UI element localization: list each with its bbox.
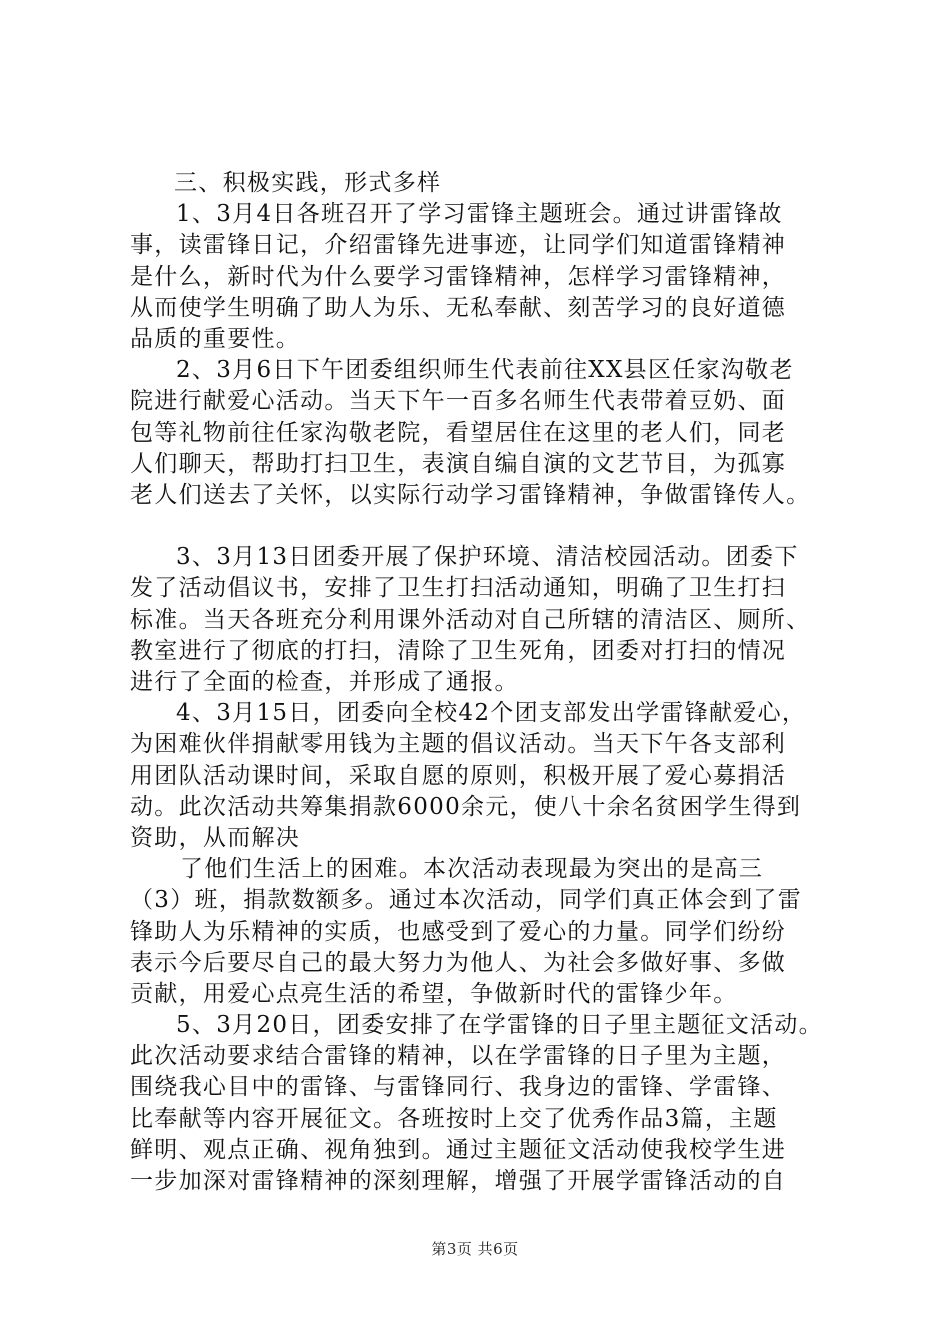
paragraph-5-line: 贡献，用爱心点亮生活的希望，争做新时代的雷锋少年。 <box>130 980 738 1007</box>
paragraph-5-line: 了他们生活上的困难。本次活动表现最为突出的是高三 <box>180 856 764 883</box>
paragraph-2-line: 老人们送去了关怀，以实际行动学习雷锋精神，争做雷锋传人。 <box>130 481 811 508</box>
paragraph-2-line: 人们聊天，帮助打扫卫生，表演自编自演的文艺节目，为孤寡 <box>130 450 787 477</box>
paragraph-3-line: 教室进行了彻底的打扫，清除了卫生死角，团委对打扫的情况 <box>130 637 787 664</box>
paragraph-spacer <box>130 511 870 542</box>
paragraph-5-line: （3）班，捐款数额多。通过本次活动，同学们真正体会到了雷 <box>130 887 803 914</box>
paragraph-4-line: 4、3月15日，团委向全校42个团支部发出学雷锋献爱心， <box>176 700 807 727</box>
paragraph-1-line: 1、3月4日各班召开了学习雷锋主题班会。通过讲雷锋故 <box>176 201 783 228</box>
paragraph-4-line: 为困难伙伴捐献零用钱为主题的倡议活动。当天下午各支部利 <box>130 731 787 758</box>
paragraph-4-line: 动。此次活动共筹集捐款6000余元，使八十余名贫困学生得到 <box>130 793 802 820</box>
paragraph-6-line: 5、3月20日，团委安排了在学雷锋的日子里主题征文活动。 <box>176 1012 823 1039</box>
paragraph-6-line: 比奉献等内容开展征文。各班按时上交了优秀作品3篇，主题 <box>130 1105 778 1132</box>
paragraph-1-line: 是什么，新时代为什么要学习雷锋精神，怎样学习雷锋精神， <box>130 263 787 290</box>
page-number-footer: 第3页 共6页 <box>431 1240 519 1258</box>
document-body <box>130 168 870 1197</box>
paragraph-4-line: 用团队活动课时间，采取自愿的原则，积极开展了爱心募捐活 <box>130 762 787 789</box>
paragraph-1-line: 从而使学生明确了助人为乐、无私奉献、刻苦学习的良好道德 <box>130 294 787 321</box>
paragraph-6-line: 鲜明、观点正确、视角独到。通过主题征文活动使我校学生进 <box>130 1136 787 1163</box>
paragraph-1-line: 事，读雷锋日记，介绍雷锋先进事迹，让同学们知道雷锋精神 <box>130 232 787 259</box>
paragraph-4-line: 资助，从而解决 <box>130 824 301 851</box>
paragraph-6-line: 围绕我心目中的雷锋、与雷锋同行、我身边的雷锋、学雷锋、 <box>130 1074 787 1101</box>
paragraph-2-line: 包等礼物前往任家沟敬老院，看望居住在这里的老人们，同老 <box>130 419 787 446</box>
paragraph-1-line: 品质的重要性。 <box>130 325 301 352</box>
paragraph-2-line: 院进行献爱心活动。当天下午一百多名师生代表带着豆奶、面 <box>130 388 787 415</box>
paragraph-5-line: 表示今后要尽自己的最大努力为他人、为社会多做好事、多做 <box>130 949 787 976</box>
paragraph-2-line: 2、3月6日下午团委组织师生代表前往XX县区任家沟敬老 <box>176 357 794 384</box>
paragraph-5-line: 锋助人为乐精神的实质，也感受到了爱心的力量。同学们纷纷 <box>130 918 787 945</box>
paragraph-6-line: 一步加深对雷锋精神的深刻理解，增强了开展学雷锋活动的自 <box>130 1168 787 1194</box>
paragraph-3-line: 标准。当天各班充分利用课外活动对自己所辖的清洁区、厕所、 <box>130 606 811 633</box>
section-heading: 三、积极实践，形式多样 <box>174 170 442 196</box>
paragraph-3-line: 3、3月13日团委开展了保护环境、清洁校园活动。团委下 <box>176 544 799 571</box>
paragraph-3-line: 发了活动倡议书，安排了卫生打扫活动通知，明确了卫生打扫 <box>130 575 787 602</box>
paragraph-3-line: 进行了全面的检查，并形成了通报。 <box>130 669 519 695</box>
paragraph-6-line: 此次活动要求结合雷锋的精神，以在学雷锋的日子里为主题， <box>130 1043 787 1070</box>
